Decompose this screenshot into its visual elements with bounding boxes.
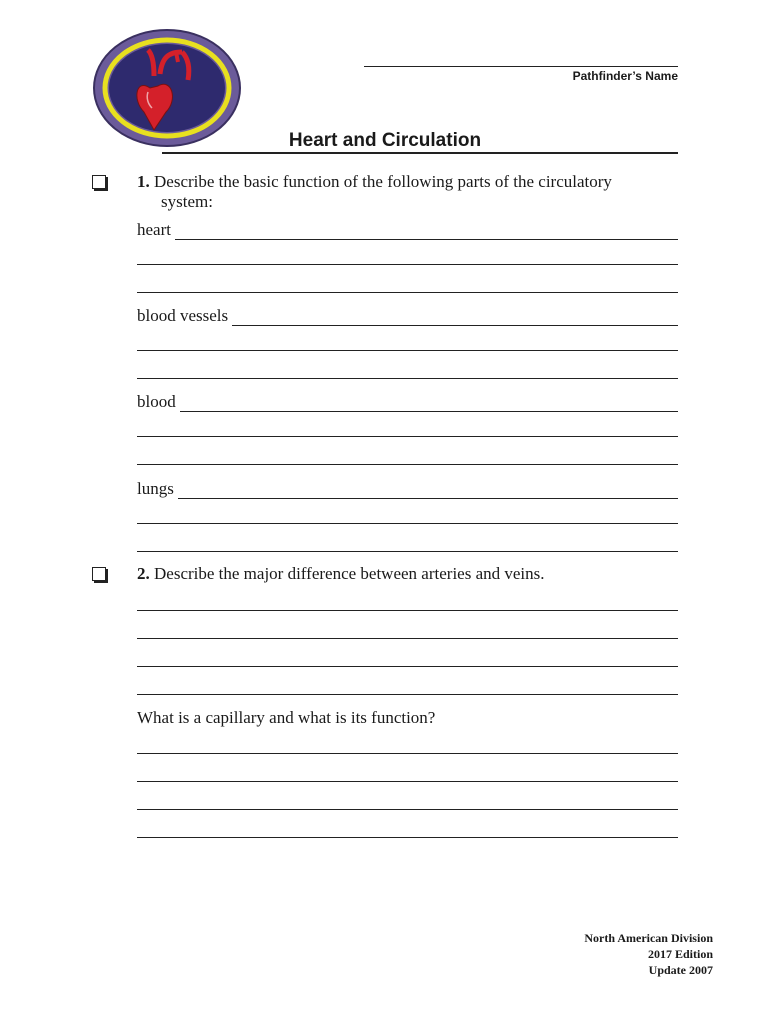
pathfinder-name-label: Pathfinder’s Name (572, 69, 678, 83)
answer-line[interactable] (137, 638, 678, 639)
title-underline (162, 152, 678, 154)
footer-edition: 2017 Edition (647, 947, 713, 961)
answer-line[interactable] (137, 837, 678, 838)
answer-line[interactable] (137, 781, 678, 782)
pathfinder-name-line[interactable] (364, 66, 678, 67)
question-1-checkbox[interactable] (92, 175, 106, 189)
part-label-heart: heart (137, 220, 171, 239)
question-2-number: 2. (137, 564, 150, 583)
answer-line[interactable] (137, 264, 678, 265)
footer-division: North American Division (584, 931, 713, 945)
answer-line[interactable] (137, 551, 678, 552)
answer-line[interactable] (137, 292, 678, 293)
answer-line[interactable] (137, 753, 678, 754)
question-2-prompt: Describe the major difference between arteries and veins. (154, 564, 545, 583)
question-2-text (137, 564, 677, 584)
question-1-number: 1. (137, 172, 150, 191)
page-title: Heart and Circulation (288, 130, 482, 151)
part-label-blood: blood (137, 392, 176, 411)
part-label-blood-vessels: blood vessels (137, 306, 229, 325)
answer-line[interactable] (137, 666, 678, 667)
part-label-lungs: lungs (137, 479, 174, 498)
answer-heart-line[interactable] (137, 220, 678, 240)
question-1-text (137, 172, 677, 212)
footer-update: Update 2007 (648, 963, 713, 977)
capillary-question: What is a capillary and what is its function? (137, 708, 436, 727)
footer (480, 930, 713, 978)
answer-line[interactable] (137, 378, 678, 379)
answer-line[interactable] (137, 350, 678, 351)
answer-line[interactable] (137, 523, 678, 524)
answer-line[interactable] (137, 436, 678, 437)
answer-line[interactable] (137, 464, 678, 465)
answer-blood-line[interactable] (137, 392, 678, 412)
answer-blood-vessels-line[interactable] (137, 306, 678, 326)
question-2-checkbox[interactable] (92, 567, 106, 581)
answer-line[interactable] (137, 809, 678, 810)
answer-lungs-line[interactable] (137, 479, 678, 499)
question-1-text-line2: system: (161, 192, 213, 211)
answer-line[interactable] (137, 694, 678, 695)
answer-line[interactable] (137, 610, 678, 611)
question-1-text-line1: Describe the basic function of the following parts of the circulatory (154, 172, 612, 191)
